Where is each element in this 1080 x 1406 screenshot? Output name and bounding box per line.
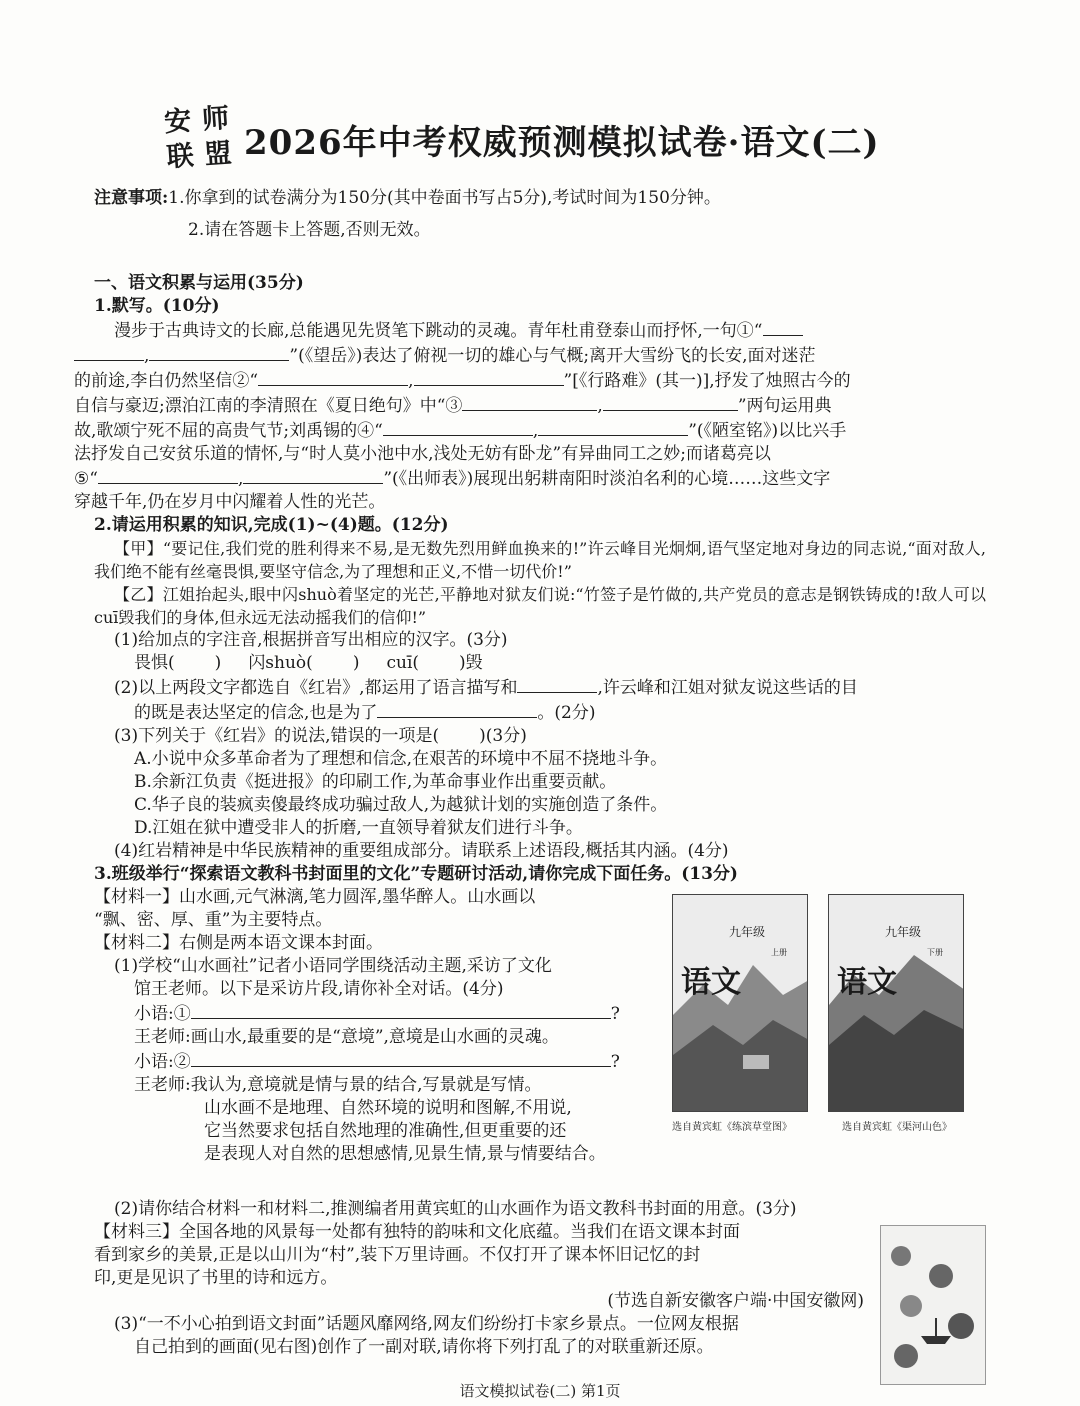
answer-blank[interactable]: [383, 418, 533, 436]
section-title: 一、语文积累与运用(35分): [94, 273, 304, 293]
exam-body: [74, 272, 986, 1359]
lotus-boat-photo-icon: [881, 1226, 985, 1384]
q1-text: 穿越千年,仍在岁月中闪耀着人性的光芒。: [74, 492, 386, 512]
q3-sub3-cont: 自己拍到的画面(见右图)创作了一副对联,请你将下列打乱了的对联重新还原。: [134, 1337, 714, 1357]
q2-item: )毁: [459, 653, 483, 673]
dialogue-line: [94, 1001, 654, 1026]
notice-item-2: 2.请在答题卡上答题,否则无效。: [188, 220, 431, 240]
answer-blank[interactable]: [149, 343, 289, 361]
question-1: [74, 295, 986, 514]
q2-sub1-items: [94, 652, 986, 675]
question-3-title: 3.班级举行“探索语文教科书封面里的文化”专题研讨活动,请你完成下面任务。(13分): [94, 864, 738, 884]
q2-item: 闪shuò(: [248, 653, 313, 673]
q1-text: 的前途,李白仍然坚信②“: [74, 371, 259, 391]
q2-text: (3)下列关于《红岩》的说法,错误的一项是(: [114, 726, 440, 746]
q1-passage: 漫步于古典诗文的长廊,总能遇见先贤笔下跳动的灵魂。青年杜甫登泰山而抒怀,一句①“ , ”(《望岳》)表达了俯视一切的雄心与气概;离开大雪纷飞的长安,面对迷茫 的前途,李白仍然坚信②“ , ”[《行路难》(其一)],抒发了烛照古今的 自信与豪迈;漂泊江南的李清照在《夏日绝句》中“③ , ”两句运用典 故,歌颂宁死不屈的高贵气节;刘禹锡的④“ , ”(《陋室铭》)以比兴手 法抒发自己安贫乐道的情怀,与“时人莫小池中水,浅处无妨有卧龙”有异曲同工之妙;而诸葛亮以 ⑤“ , ”(《出师表》)展现出躬耕南阳时淡泊名利的心境……这些文字 穿越千年,仍在岁月中闪耀着人性的光芒。: [94, 318, 986, 514]
dialogue-text: 小语:②: [134, 1052, 191, 1072]
dialogue-line: 王老师:我认为,意境就是情与景的结合,写景就是写情。: [134, 1075, 542, 1095]
material-2: 【材料二】右侧是两本语文课本封面。: [94, 933, 383, 953]
option-d: D.江姐在狱中遭受非人的折磨,一直领导着狱友们进行斗争。: [134, 818, 583, 838]
q2-text: 的既是表达坚定的信念,也是为了: [134, 703, 378, 723]
answer-blank[interactable]: [517, 675, 597, 693]
q1-text: ⑤“: [74, 469, 98, 489]
book-title: 语文: [837, 965, 897, 1000]
logo-char: 安: [163, 105, 193, 139]
answer-blank[interactable]: [191, 1049, 611, 1067]
textbook-cover-upper: [672, 894, 808, 1112]
q3-left-column: [94, 886, 654, 1166]
q1-text: ”(《出师表》)展现出躬耕南阳时淡泊名利的心境……这些文字: [383, 469, 831, 489]
question-mark: ?: [610, 1004, 620, 1024]
answer-blank[interactable]: [74, 343, 144, 361]
q1-text: 自信与豪迈;漂泊江南的李清照在《夏日绝句》中“③: [74, 396, 463, 416]
q2-text: ,许云峰和江姐对狱友说这些话的目: [597, 678, 858, 698]
q2-text: )(3分): [479, 726, 527, 746]
exam-title: 2026年中考权威预测模拟试卷·语文(二): [244, 122, 880, 163]
material-3-line: 印,更是见识了书里的诗和远方。: [94, 1268, 338, 1288]
answer-blank[interactable]: [462, 393, 597, 411]
answer-blank[interactable]: [377, 700, 537, 718]
dialogue-line: 王老师:画山水,最重要的是“意境”,意境是山水画的灵魂。: [134, 1027, 559, 1047]
option-a: A.小说中众多革命者为了理想和信念,在艰苦的环境中不屈不挠地斗争。: [134, 749, 668, 769]
q1-text: ”(《陋室铭》)以比兴手: [688, 421, 847, 441]
question-2-title: 2.请运用积累的知识,完成(1)~(4)题。(12分): [94, 515, 449, 535]
q2-text: 。(2分): [537, 703, 596, 723]
q3-sub3: (3)“一不小心拍到语文封面”话题风靡网络,网友们纷纷打卡家乡景点。一位网友根据: [114, 1314, 739, 1334]
question-2: [94, 514, 986, 863]
logo-char: 盟: [203, 137, 233, 171]
q2-sub4: (4)红岩精神是中华民族精神的重要组成部分。请联系上述语段,概括其内涵。(4分): [114, 841, 729, 861]
logo-char: 联: [165, 140, 195, 174]
notice-block: [94, 182, 721, 246]
material-3-source: (节选自新安徽客户端·中国安徽网): [607, 1291, 864, 1311]
answer-blank[interactable]: [191, 1001, 611, 1019]
answer-blank[interactable]: [763, 318, 803, 336]
logo-char: 师: [201, 102, 231, 136]
dialogue-line: [94, 1049, 654, 1074]
q2-sub2-cont: [94, 700, 986, 725]
q1-text: 故,歌颂宁死不屈的高贵气节;刘禹锡的④“: [74, 421, 383, 441]
q1-text: 法抒发自己安贫乐道的情怀,与“时人莫小池中水,浅处无妨有卧龙”有异曲同工之妙;而诸葛亮以: [74, 444, 771, 464]
book-title: 语文: [681, 965, 741, 1000]
q2-item: ): [214, 653, 222, 673]
material-3-line: 【材料三】全国各地的风景每一处都有独特的韵味和文化底蕴。当我们在语文课本封面: [94, 1222, 740, 1242]
book-caption: 选自黄宾虹《练滨草堂图》: [672, 1122, 792, 1133]
material-3-line: 看到家乡的美景,正是以山川为“村”,装下万里诗画。不仅打开了课本怀旧记忆的封: [94, 1245, 701, 1265]
q3-sub1: (1)学校“山水画社”记者小语同学围绕活动主题,采访了文化: [114, 956, 552, 976]
q2-item: 畏惧(: [134, 653, 175, 673]
dialogue-line: 是表现人对自然的思想感情,见景生情,景与情要结合。: [204, 1144, 606, 1164]
material-1: 【材料一】山水画,元气淋漓,笔力圆浑,墨华醉人。山水画以: [94, 887, 536, 907]
q3-material-area: [94, 886, 986, 1198]
exam-header: [160, 104, 960, 174]
dialogue-text: 小语:①: [134, 1004, 191, 1024]
book-volume: 上册: [771, 948, 787, 957]
q3-sub2: (2)请你结合材料一和材料二,推测编者用黄宾虹的山水画作为语文教科书封面的用意。(3分): [114, 1199, 797, 1219]
dialogue-line: 山水画不是地理、自然环境的说明和图解,不用说,: [204, 1098, 572, 1118]
q2-text: (2)以上两段文字都选自《红岩》,都运用了语言描写和: [114, 678, 518, 698]
question-1-title: 1.默写。(10分): [94, 296, 220, 316]
passage-yi: 【乙】江姐抬起头,眼中闪shuò着坚定的光芒,平静地对狱友们说:“竹签子是竹做的,共产党员的意志是钢铁铸成的!敌人可以cuī毁我们的身体,但永远无法动摇我们的信仰!”: [94, 585, 986, 627]
option-c: C.华子良的装疯卖傻最终成功骗过敌人,为越狱计划的实施创造了条件。: [134, 795, 668, 815]
q1-text: ”(《望岳》)表达了俯视一切的雄心与气概;离开大雪纷飞的长安,面对迷茫: [289, 346, 816, 366]
book-volume: 下册: [927, 948, 943, 957]
question-mark: ?: [610, 1052, 620, 1072]
q1-text: ”两句运用典: [737, 396, 832, 416]
dialogue-line: 它当然要求包括自然地理的准确性,但更重要的还: [204, 1121, 567, 1141]
book-grade: 九年级: [885, 925, 922, 939]
q2-item: cuī(: [386, 653, 420, 673]
answer-blank[interactable]: [258, 368, 408, 386]
answer-blank[interactable]: [414, 368, 564, 386]
book-caption: 选自黄宾虹《渠河山色》: [842, 1122, 952, 1133]
material-1-cont: “飘、密、厚、重”为主要特点。: [94, 910, 333, 930]
textbook-cover-lower: [828, 894, 964, 1112]
q3-sub1-cont: 馆王老师。以下是采访片段,请你补全对话。(4分): [134, 979, 504, 999]
q1-text: 漫步于古典诗文的长廊,总能遇见先贤笔下跳动的灵魂。青年杜甫登泰山而抒怀,一句①“: [114, 321, 763, 341]
material-3-block: [94, 1221, 986, 1359]
q2-item: ): [352, 653, 360, 673]
book-grade: 九年级: [729, 925, 766, 939]
answer-blank[interactable]: [98, 466, 238, 484]
photo-figure: [880, 1225, 986, 1385]
option-b: B.余新江负责《挺进报》的印刷工作,为革命事业作出重要贡献。: [134, 772, 617, 792]
publisher-logo: [158, 101, 239, 176]
answer-blank[interactable]: [603, 393, 738, 411]
passage-jia: 【甲】“要记住,我们党的胜利得来不易,是无数先烈用鲜血换来的!”许云峰目光炯炯,语气坚定地对身边的同志说,“面对敌人,我们绝不能有丝毫畏惧,要坚守信念,为了理想和正义,不惜一切代价!”: [94, 539, 986, 581]
page-footer: 语文模拟试卷(二) 第1页: [459, 1382, 621, 1400]
answer-blank[interactable]: [243, 466, 383, 484]
question-3: [94, 863, 986, 1359]
q1-text: ”[《行路难》(其一)],抒发了烛照古今的: [563, 371, 851, 391]
answer-blank[interactable]: [538, 418, 688, 436]
notice-label: 注意事项:: [94, 188, 169, 208]
q2-sub3: [94, 725, 986, 748]
material-3: [94, 1221, 864, 1359]
textbook-covers: [672, 894, 986, 1154]
q2-sub1: (1)给加点的字注音,根据拼音写出相应的汉字。(3分): [114, 630, 508, 650]
q2-sub2: [94, 675, 986, 700]
notice-item-1: 1.你拿到的试卷满分为150分(其中卷面书写占5分),考试时间为150分钟。: [168, 188, 721, 208]
